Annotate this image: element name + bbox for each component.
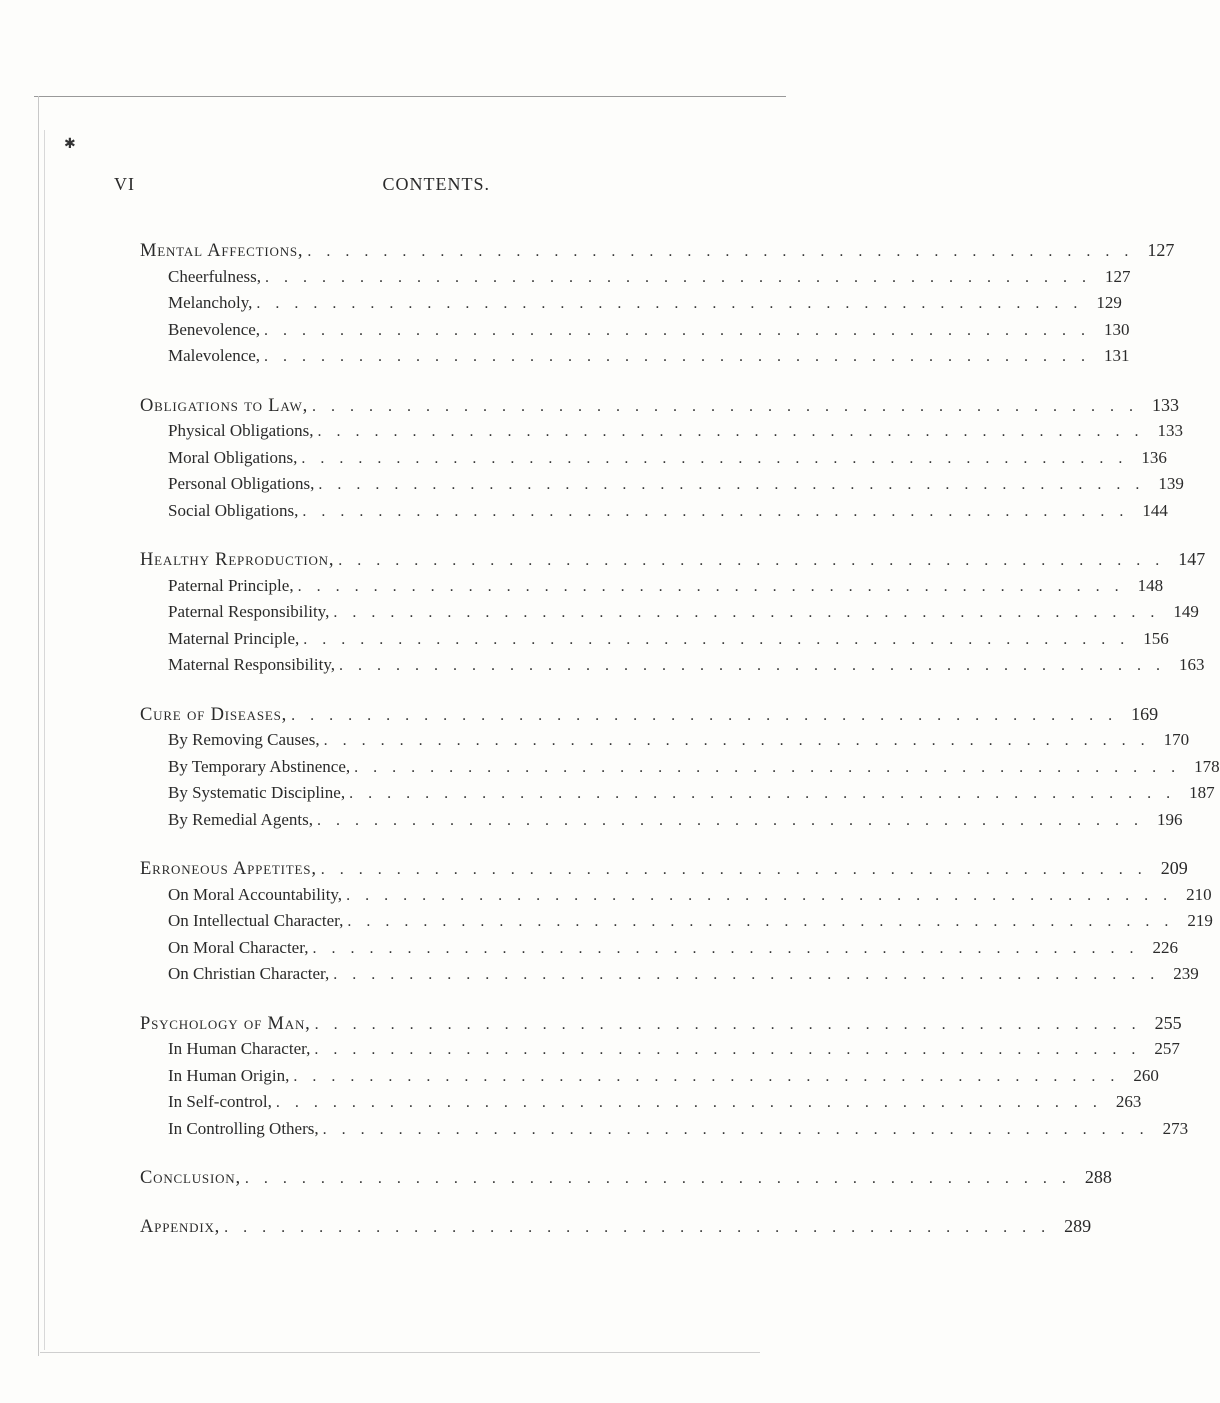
toc-entry bbox=[140, 266, 1131, 294]
toc-entry bbox=[140, 319, 1130, 347]
dot-leader: ............................................ bbox=[316, 811, 1153, 829]
toc-entry-page-number: 149 bbox=[1173, 602, 1199, 621]
dot-leader: ............................................ bbox=[312, 939, 1149, 957]
toc-entry-page-number: 178 bbox=[1194, 756, 1220, 776]
toc-entry-label: On Intellectual Character, bbox=[168, 911, 344, 930]
dot-leader: ............................................ bbox=[314, 1015, 1151, 1033]
toc-chapter-page-number: 127 bbox=[1147, 240, 1175, 260]
toc-entry-label: Benevolence, bbox=[168, 319, 261, 339]
toc-entry-page-number: 163 bbox=[1179, 655, 1205, 674]
toc-entry-page-number: 139 bbox=[1158, 474, 1184, 493]
dot-leader: ............................................ bbox=[312, 397, 1148, 415]
toc-entry-label: Maternal Responsibility, bbox=[168, 655, 335, 674]
dot-leader: ............................................ bbox=[354, 758, 1191, 776]
toc-entry-page-number: 136 bbox=[1141, 447, 1167, 467]
dot-leader: ............................................ bbox=[333, 604, 1170, 621]
dot-leader: ............................................ bbox=[265, 268, 1102, 286]
scan-border-top bbox=[34, 96, 786, 97]
toc-entry-label: Malevolence, bbox=[168, 346, 261, 365]
toc-chapter-label: Mental Affections, bbox=[140, 241, 304, 261]
toc-chapter bbox=[140, 549, 1206, 576]
toc-entry-page-number: 219 bbox=[1187, 911, 1213, 930]
toc-entry-label: Maternal Principle, bbox=[168, 628, 300, 648]
toc-chapter-label: Appendix, bbox=[140, 1216, 221, 1237]
toc-entry-label: By Remedial Agents, bbox=[168, 809, 313, 829]
dot-leader: ............................................ bbox=[346, 886, 1183, 904]
toc-entry-page-number: 170 bbox=[1163, 730, 1190, 749]
toc-entry bbox=[140, 937, 1178, 965]
toc-entry-label: Melancholy, bbox=[168, 293, 253, 312]
dot-leader: ............................................ bbox=[307, 243, 1144, 260]
toc-section bbox=[140, 703, 1220, 837]
scan-border-bottom bbox=[40, 1352, 760, 1353]
toc-entry bbox=[140, 602, 1199, 629]
dot-leader: ............................................ bbox=[322, 1120, 1159, 1138]
toc-entry-page-number: 273 bbox=[1162, 1118, 1189, 1138]
toc-chapter-label: Healthy Reproduction, bbox=[140, 550, 335, 570]
toc-entry-page-number: 196 bbox=[1156, 809, 1183, 829]
toc-chapter bbox=[140, 703, 1159, 731]
toc-chapter bbox=[140, 394, 1179, 422]
toc-chapter-label: Conclusion, bbox=[140, 1168, 241, 1188]
toc-section bbox=[140, 549, 1206, 682]
toc-section bbox=[140, 1167, 1112, 1194]
toc-entry-label: By Temporary Abstinence, bbox=[168, 756, 351, 776]
toc-chapter bbox=[140, 858, 1188, 885]
toc-entry-page-number: 148 bbox=[1137, 575, 1164, 595]
toc-entry bbox=[140, 1118, 1189, 1146]
toc-entry bbox=[140, 474, 1184, 501]
dot-leader: ............................................ bbox=[318, 476, 1155, 493]
toc-entry-label: By Systematic Discipline, bbox=[168, 783, 346, 802]
dot-leader: ............................................ bbox=[320, 861, 1157, 878]
toc-entry-page-number: 239 bbox=[1173, 964, 1199, 983]
page-header bbox=[114, 174, 490, 195]
toc-entry bbox=[140, 911, 1213, 938]
toc-entry bbox=[140, 346, 1130, 373]
toc-entry bbox=[140, 293, 1122, 320]
dot-leader: ............................................ bbox=[338, 552, 1175, 569]
toc-chapter bbox=[140, 1215, 1092, 1243]
toc-entry-page-number: 131 bbox=[1104, 346, 1130, 365]
toc-chapter bbox=[140, 240, 1175, 267]
dot-leader: ............................................ bbox=[303, 630, 1140, 648]
toc-entry bbox=[140, 783, 1215, 810]
page-heading: CONTENTS. bbox=[382, 174, 490, 194]
dot-leader: ............................................ bbox=[256, 295, 1093, 312]
toc-chapter bbox=[140, 1167, 1112, 1194]
dot-leader: ............................................ bbox=[291, 706, 1128, 724]
toc-entry-page-number: 263 bbox=[1115, 1092, 1142, 1111]
dot-leader: ............................................ bbox=[297, 577, 1134, 595]
dot-leader: ............................................ bbox=[317, 423, 1154, 440]
dot-leader: ............................................ bbox=[224, 1218, 1061, 1236]
toc-entry-page-number: 156 bbox=[1143, 628, 1169, 648]
toc-entry bbox=[140, 500, 1168, 528]
scan-border-left-inner bbox=[44, 130, 45, 1350]
page-number-roman: VI bbox=[114, 174, 135, 194]
toc-entry-label: On Christian Character, bbox=[168, 964, 330, 983]
dot-leader: ............................................ bbox=[264, 348, 1101, 365]
toc-entry-label: Moral Obligations, bbox=[168, 447, 298, 467]
toc-entry bbox=[140, 1092, 1142, 1119]
scan-border-left bbox=[38, 96, 39, 1356]
toc-entry-label: Personal Obligations, bbox=[168, 474, 315, 493]
toc-chapter bbox=[140, 1012, 1182, 1040]
toc-entry bbox=[140, 628, 1169, 656]
dot-leader: ............................................ bbox=[275, 1094, 1112, 1111]
toc-chapter-label: Obligations to Law, bbox=[140, 395, 308, 416]
dot-leader: ............................................ bbox=[314, 1041, 1151, 1058]
toc-entry bbox=[140, 1065, 1159, 1093]
toc-section bbox=[140, 240, 1175, 373]
dot-leader: ............................................ bbox=[301, 449, 1138, 467]
toc-entry-page-number: 129 bbox=[1096, 293, 1122, 312]
toc-entry-page-number: 210 bbox=[1186, 884, 1212, 904]
toc-entry-page-number: 130 bbox=[1104, 319, 1130, 339]
toc-entry bbox=[140, 730, 1190, 757]
toc-entry-label: In Controlling Others, bbox=[168, 1118, 319, 1138]
toc-entry-page-number: 127 bbox=[1105, 266, 1131, 286]
toc-chapter-page-number: 289 bbox=[1064, 1215, 1092, 1236]
toc-chapter-page-number: 209 bbox=[1160, 858, 1188, 878]
toc-entry-label: Social Obligations, bbox=[168, 500, 299, 520]
toc-entry bbox=[140, 756, 1220, 784]
dot-leader: ............................................ bbox=[339, 657, 1175, 674]
toc-entry-label: Paternal Principle, bbox=[168, 575, 294, 595]
toc-chapter-page-number: 169 bbox=[1131, 703, 1159, 724]
dot-leader: ............................................ bbox=[349, 785, 1186, 802]
toc-entry bbox=[140, 809, 1183, 837]
toc-entry-page-number: 260 bbox=[1133, 1065, 1159, 1085]
toc-entry-label: In Self-control, bbox=[168, 1092, 272, 1111]
dot-leader: ............................................ bbox=[347, 913, 1184, 930]
table-of-contents bbox=[140, 240, 1220, 1264]
toc-entry bbox=[140, 964, 1199, 991]
toc-entry bbox=[140, 447, 1167, 475]
toc-entry-label: Physical Obligations, bbox=[168, 421, 314, 440]
toc-entry-page-number: 144 bbox=[1142, 500, 1168, 520]
toc-chapter-page-number: 133 bbox=[1152, 394, 1179, 415]
toc-entry-page-number: 187 bbox=[1189, 783, 1215, 802]
toc-entry-label: On Moral Character, bbox=[168, 937, 309, 957]
toc-chapter-page-number: 255 bbox=[1154, 1012, 1182, 1033]
toc-entry bbox=[140, 575, 1164, 603]
dot-leader: ............................................ bbox=[244, 1170, 1081, 1187]
toc-chapter-page-number: 147 bbox=[1178, 549, 1206, 569]
toc-entry-label: In Human Origin, bbox=[168, 1065, 290, 1085]
toc-entry bbox=[140, 1039, 1180, 1066]
toc-section bbox=[140, 1012, 1189, 1146]
toc-entry bbox=[140, 884, 1212, 912]
toc-entry-label: Cheerfulness, bbox=[168, 266, 262, 286]
toc-chapter-label: Psychology of Man, bbox=[140, 1013, 311, 1034]
toc-chapter-label: Erroneous Appetites, bbox=[140, 859, 317, 879]
toc-entry-label: On Moral Accountability, bbox=[168, 884, 343, 904]
toc-entry-label: By Removing Causes, bbox=[168, 730, 320, 749]
ink-mark: ✱ bbox=[64, 137, 76, 152]
dot-leader: ............................................ bbox=[293, 1067, 1130, 1085]
toc-chapter-label: Cure of Diseases, bbox=[140, 704, 288, 725]
toc-entry-page-number: 226 bbox=[1152, 937, 1178, 957]
dot-leader: ............................................ bbox=[333, 966, 1170, 983]
toc-section bbox=[140, 1215, 1092, 1243]
toc-entry-page-number: 257 bbox=[1154, 1039, 1180, 1058]
toc-entry-label: Paternal Responsibility, bbox=[168, 602, 330, 621]
toc-chapter-page-number: 288 bbox=[1084, 1167, 1112, 1187]
toc-entry-page-number: 133 bbox=[1157, 421, 1183, 440]
toc-entry bbox=[140, 655, 1205, 682]
dot-leader: ............................................ bbox=[264, 321, 1101, 339]
dot-leader: ............................................ bbox=[302, 502, 1139, 520]
toc-entry bbox=[140, 421, 1183, 448]
dot-leader: ............................................ bbox=[323, 732, 1160, 749]
toc-entry-label: In Human Character, bbox=[168, 1039, 311, 1058]
toc-section bbox=[140, 394, 1184, 528]
toc-section bbox=[140, 858, 1213, 991]
